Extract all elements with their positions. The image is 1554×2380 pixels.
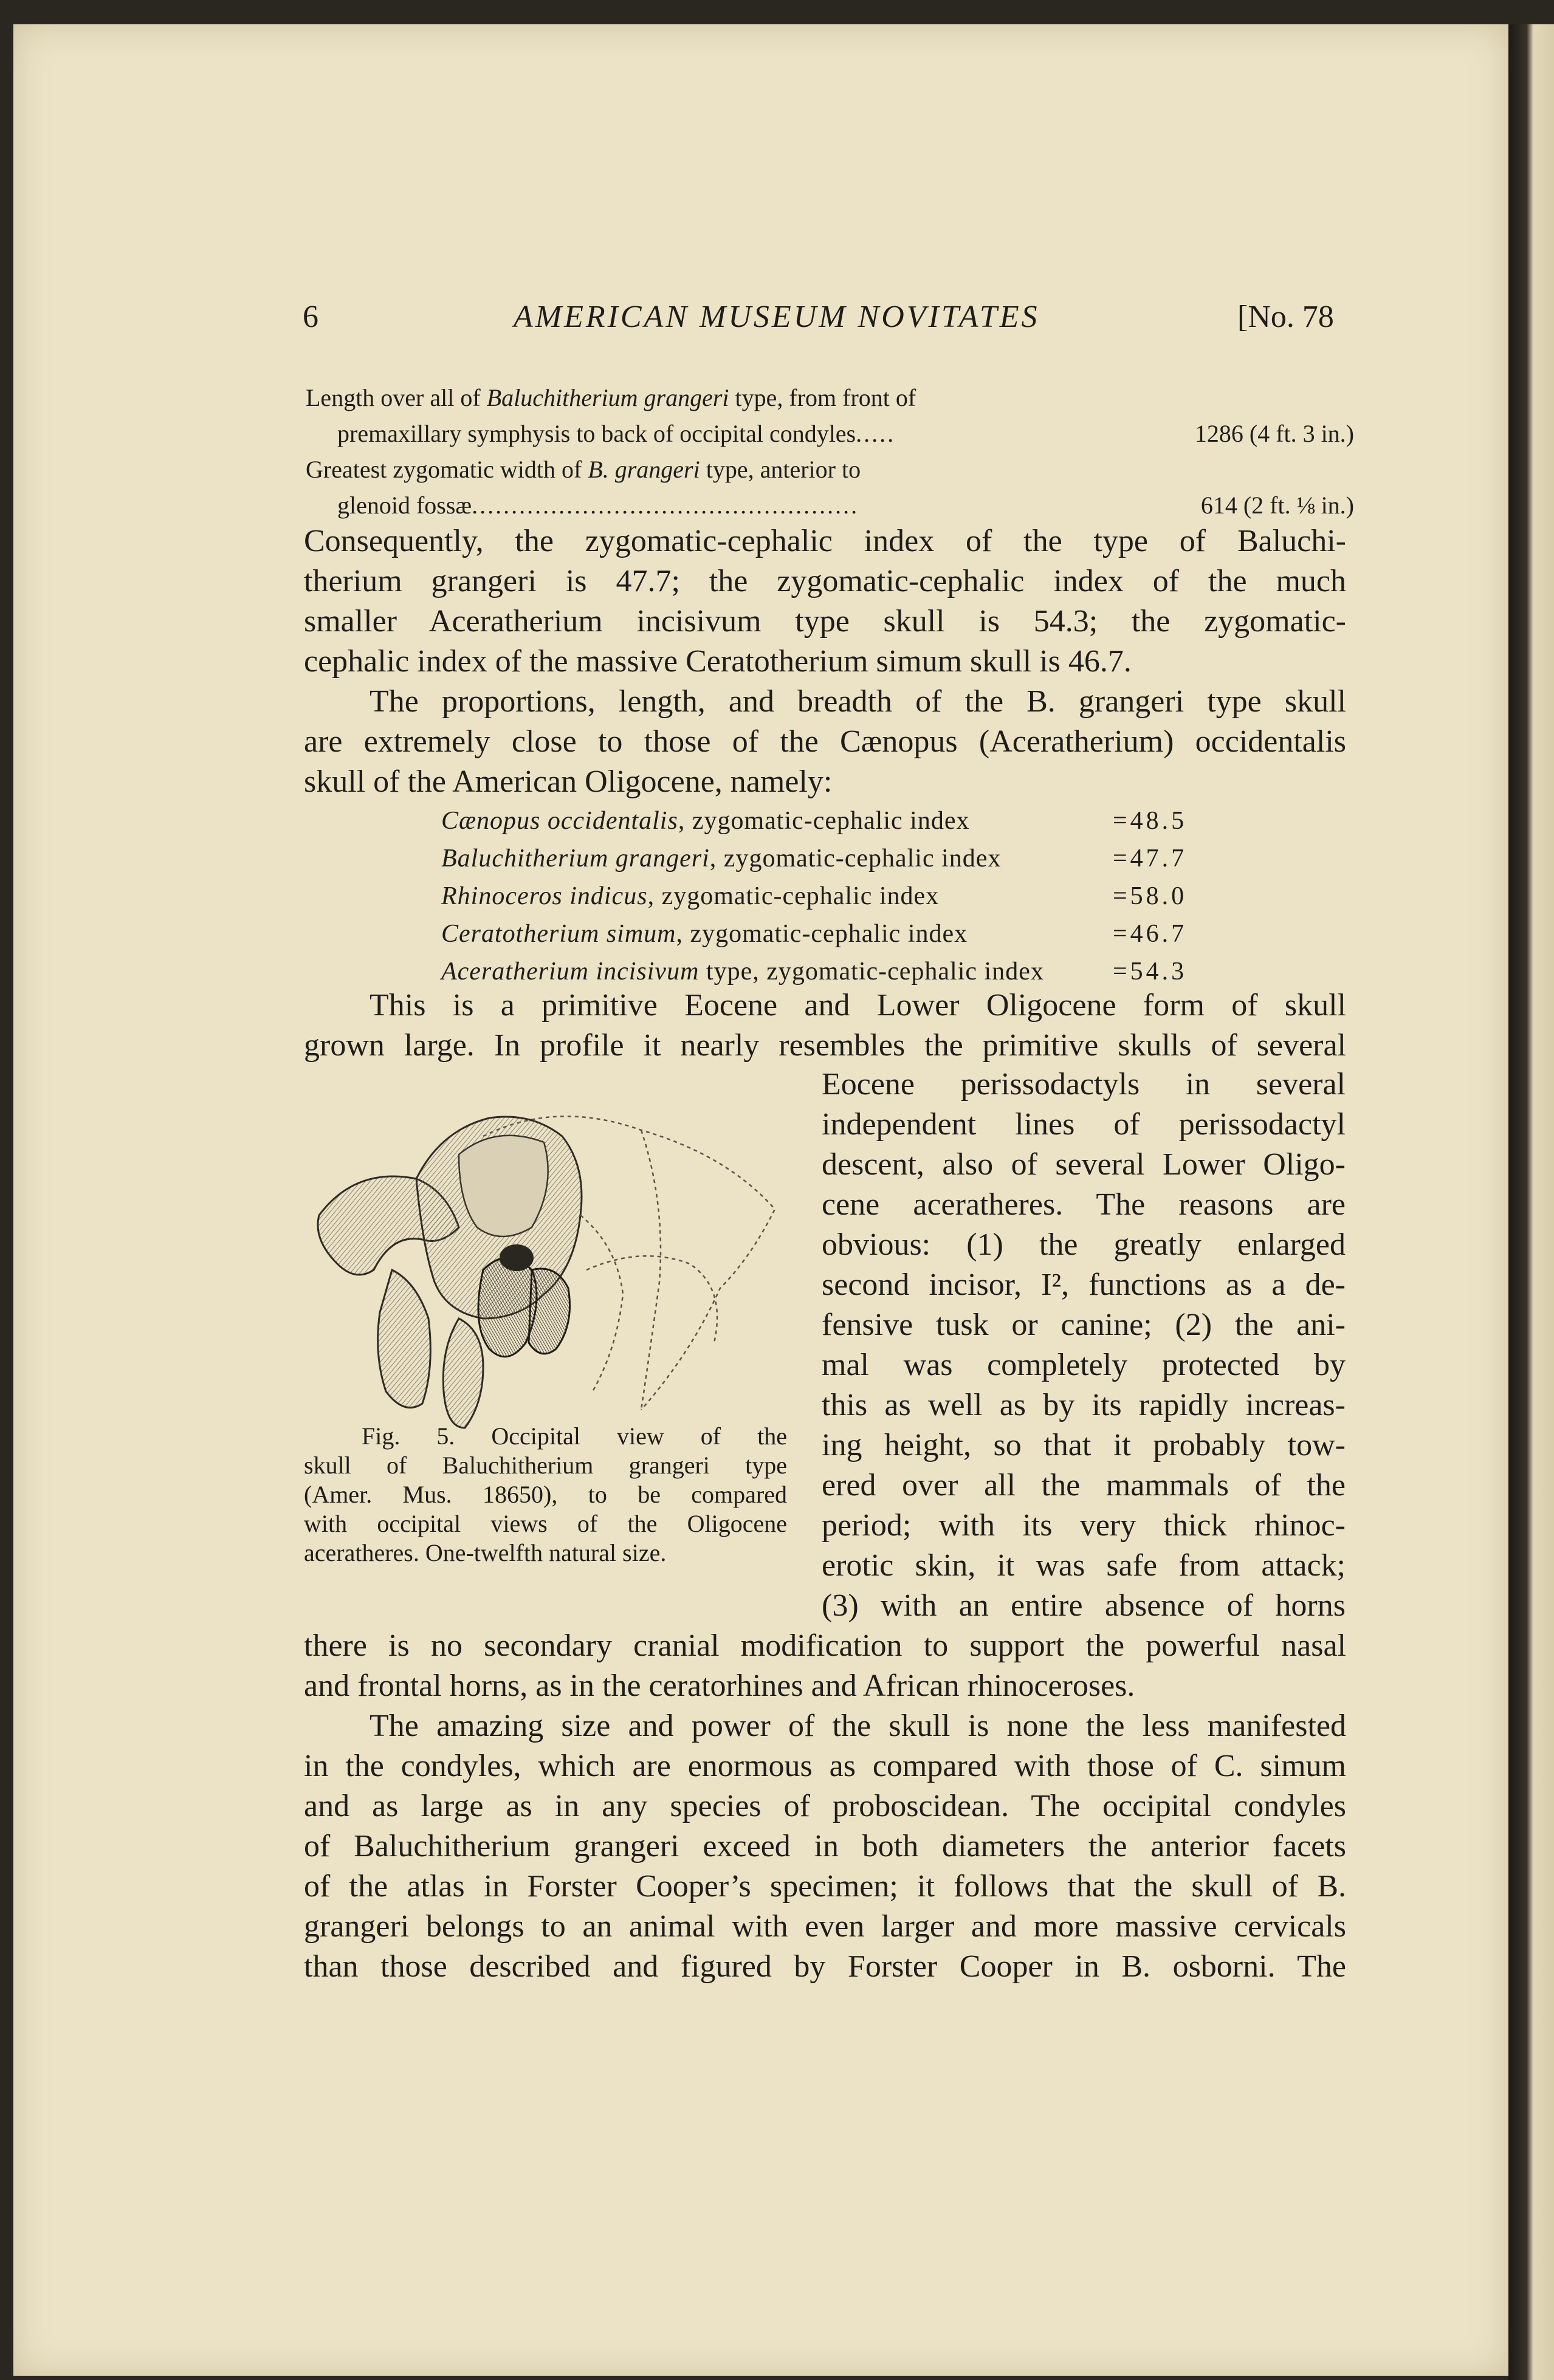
text-line: grown large. In profile it nearly resembles the primitive skulls of several [304, 1028, 1346, 1063]
skull-occipital-figure [301, 1088, 799, 1440]
paragraph-primitive-form-tail [304, 1626, 1346, 1706]
text-line: obvious: (1) the greatly enlarged [822, 1227, 1346, 1262]
text-line: are extremely close to those of the Cænopus (Aceratherium) occidentalis [304, 724, 1346, 759]
text-line: fensive tusk or canine; (2) the ani- [822, 1308, 1346, 1342]
paragraph-zygomatic-index [304, 521, 1346, 682]
text-line: independent lines of perissodactyl [822, 1107, 1346, 1142]
text-line: period; with its very thick rhinoc- [822, 1508, 1346, 1543]
paragraph-condyles [304, 1706, 1346, 1987]
text-line: there is no secondary cranial modification to support the powerful nasal [304, 1628, 1346, 1663]
issue-number: [No. 78 [1237, 300, 1334, 334]
index-row: Ceratotherium simum, zygomatic-cephalic index =46.7 [441, 920, 1188, 948]
index-row: Baluchitherium grangeri, zygomatic-cephalic index =47.7 [441, 845, 1188, 873]
caption-line: Fig. 5. Occipital view of the [362, 1422, 787, 1450]
text-line: The amazing size and power of the skull is none the less manifested [370, 1709, 1346, 1743]
text-line: erotic skin, it was safe from attack; [822, 1548, 1346, 1583]
text-line: descent, also of several Lower Oligo- [822, 1147, 1346, 1182]
text-line: second incisor, I², functions as a de- [822, 1267, 1346, 1302]
text-line: and frontal horns, as in the ceratorhines and African rhinoceroses. [304, 1668, 1135, 1703]
text-line: smaller Aceratherium incisivum type skull is 54.3; the zygomatic- [304, 604, 1346, 639]
measurement-row-value: premaxillary symphysis to back of occipital condyles..... 1286 (4 ft. 3 in.) [306, 416, 1354, 451]
measurement-row-label: Greatest zygomatic width of B. grangeri type, anterior to [306, 456, 861, 483]
index-row: Cænopus occidentalis, zygomatic-cephalic index =48.5 [441, 807, 1188, 835]
book-spine-edge [1508, 24, 1554, 2380]
paragraph-proportions [304, 682, 1346, 802]
text-line: This is a primitive Eocene and Lower Oligocene form of skull [370, 988, 1346, 1023]
text-line: The proportions, length, and breadth of the B. grangeri type skull [370, 684, 1346, 719]
caption-line: (Amer. Mus. 18650), to be compared [304, 1481, 787, 1508]
text-line: than those described and figured by Forster Cooper in B. osborni. The [304, 1949, 1346, 1984]
index-list [441, 806, 1207, 995]
paragraph-primitive-form [304, 986, 1346, 1066]
caption-line: skull of Baluchitherium grangeri type [304, 1452, 787, 1479]
text-line: of the atlas in Forster Cooper’s specimen; it follows that the skull of B. [304, 1869, 1346, 1904]
measurement-row-value: glenoid fossæ................................................. 614 (2 ft. ⅛ in.) [306, 487, 1354, 523]
text-line: of Baluchitherium grangeri exceed in both diameters the anterior facets [304, 1829, 1346, 1864]
paragraph-wrap-column [822, 1065, 1346, 1626]
text-line: this as well as by its rapidly increas- [822, 1388, 1346, 1422]
text-line: ing height, so that it probably tow- [822, 1428, 1346, 1463]
text-line: in the condyles, which are enormous as compared with those of C. simum [304, 1749, 1346, 1783]
text-line: (3) with an entire absence of horns [822, 1588, 1346, 1623]
index-row: Aceratherium incisivum type, zygomatic-cephalic index =54.3 [441, 958, 1188, 986]
measurement-value: 1286 (4 ft. 3 in.) [1194, 420, 1354, 447]
figure-caption [304, 1422, 787, 1568]
measurement-value: 614 (2 ft. ⅛ in.) [1200, 492, 1354, 519]
text-line: ered over all the mammals of the [822, 1468, 1346, 1503]
measurement-row-label: Length over all of Baluchitherium grangeri type, from front of [306, 384, 916, 411]
caption-line: with occipital views of the Oligocene [304, 1510, 787, 1537]
index-row: Rhinoceros indicus, zygomatic-cephalic index =58.0 [441, 882, 1188, 910]
page-number: 6 [303, 300, 318, 334]
text-line: therium grangeri is 47.7; the zygomatic-cephalic index of the much [304, 564, 1346, 598]
text-line: grangeri belongs to an animal with even larger and more massive cervicals [304, 1909, 1346, 1944]
text-line: skull of the American Oligocene, namely: [304, 764, 833, 799]
text-line: Eocene perissodactyls in several [822, 1067, 1346, 1102]
journal-title: AMERICAN MUSEUM NOVITATES [514, 300, 1040, 334]
text-line: cephalic index of the massive Ceratotherium simum skull is 46.7. [304, 644, 1132, 679]
measurements-table [306, 380, 1354, 523]
text-line: Consequently, the zygomatic-cephalic index of the type of Baluchi- [304, 524, 1346, 558]
caption-line: aceratheres. One-twelfth natural size. [304, 1539, 667, 1566]
text-line: mal was completely protected by [822, 1348, 1346, 1382]
text-line: and as large as in any species of proboscidean. The occipital condyles [304, 1789, 1346, 1823]
text-line: cene aceratheres. The reasons are [822, 1187, 1346, 1222]
